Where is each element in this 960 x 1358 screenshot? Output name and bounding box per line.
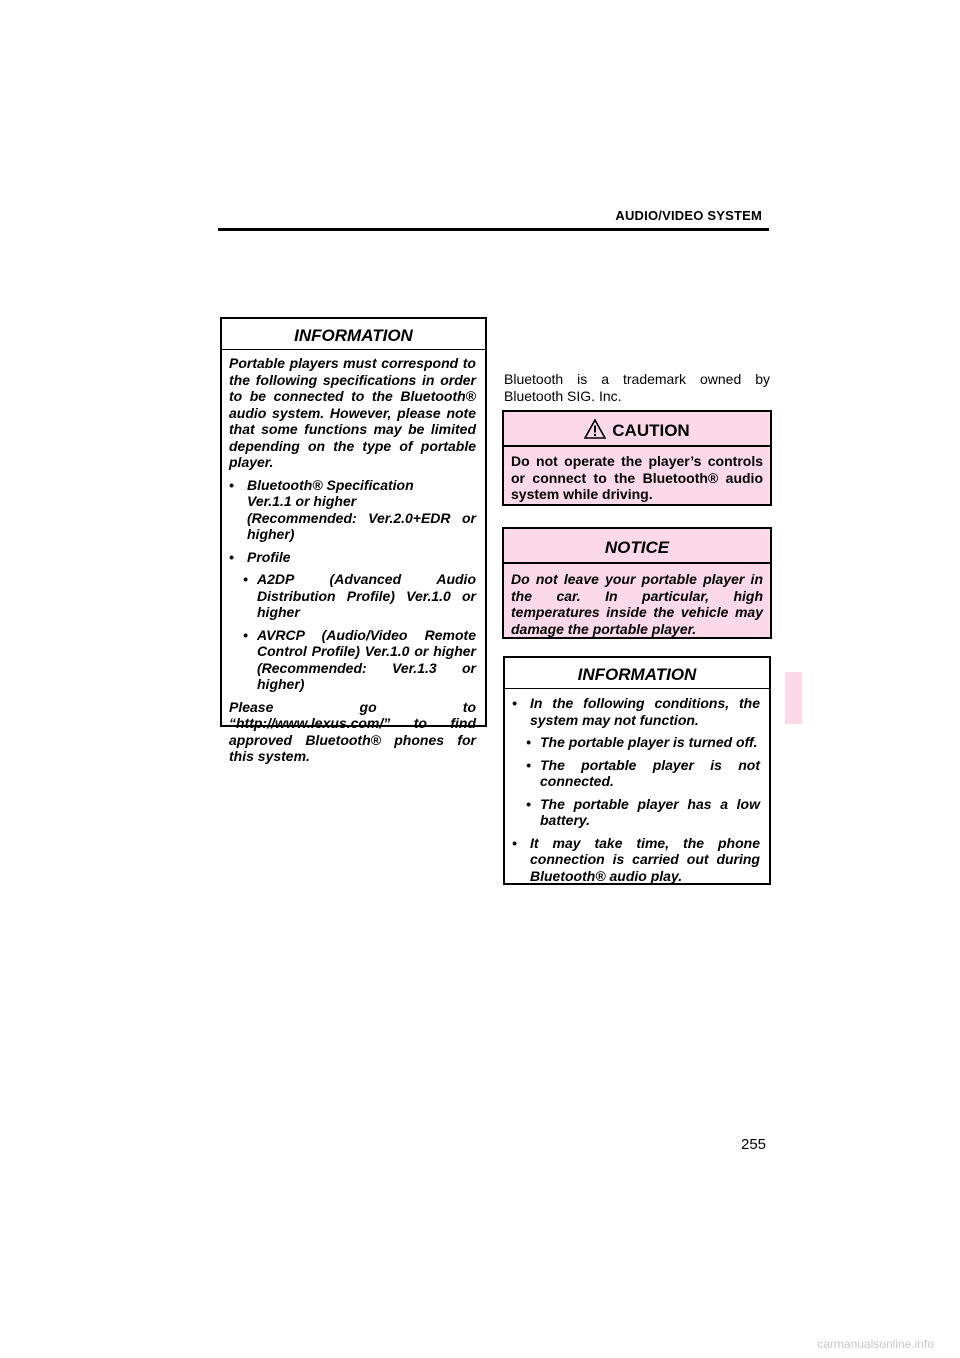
condition-turned-off xyxy=(512,734,760,751)
bullet-icon: • xyxy=(229,548,234,565)
info-bullet-bluetooth-spec xyxy=(229,477,476,543)
condition-not-connected xyxy=(512,757,760,790)
bullet-icon: • xyxy=(512,695,517,711)
low-battery-text: The portable player has a low battery. xyxy=(540,795,760,828)
information-box-left xyxy=(220,317,487,764)
turned-off-text: The portable player is turned off. xyxy=(540,734,758,750)
bullet-icon: • xyxy=(243,626,248,643)
caution-box xyxy=(502,410,772,506)
bullet-icon: • xyxy=(526,734,531,750)
caution-title: CAUTION xyxy=(612,421,690,440)
bullet-icon: • xyxy=(229,476,234,493)
phone-connection-text: It may take time, the phone connection is carried out during Bluetooth® audio play. xyxy=(530,834,760,884)
bullet-icon: • xyxy=(243,571,248,587)
watermark: carmanualsonline.info xyxy=(817,1337,934,1351)
page-number: 255 xyxy=(741,1136,767,1153)
profile-sub-avrcp xyxy=(229,627,476,693)
info-right-bullet-conditions xyxy=(512,695,760,728)
info-right-bullet-phone xyxy=(512,835,760,885)
bluetooth-spec-recommended: (Recommended: Ver.2.0+EDR or higher) xyxy=(247,509,476,542)
notice-text: Do not leave your portable player in the car. In particular, high temperatures inside the vehicle may damage the portable player. xyxy=(511,571,763,637)
avrcp-text: AVRCP (Audio/Video Remote Control Profile) Ver.1.0 or higher (Recommended: Ver.1.3 or higher) xyxy=(257,626,476,692)
condition-low-battery xyxy=(512,796,760,829)
section-header: AUDIO/VIDEO SYSTEM xyxy=(615,208,762,223)
notice-box xyxy=(502,527,772,639)
info-closing: Please go to “http://www.lexus.com/” to find approved Bluetooth® phones for this system. xyxy=(229,698,476,764)
warning-triangle-icon xyxy=(584,419,606,439)
notice-title: NOTICE xyxy=(504,529,770,564)
bluetooth-spec-version: Ver.1.1 or higher xyxy=(247,493,357,509)
header-rule xyxy=(218,228,769,231)
information-title-left: INFORMATION xyxy=(222,319,485,350)
bullet-icon: • xyxy=(512,834,517,851)
profile-label: Profile xyxy=(247,548,291,565)
trademark-text: Bluetooth is a trademark owned by Bluetooth SIG. Inc. xyxy=(504,371,770,404)
bullet-icon: • xyxy=(526,795,531,812)
a2dp-text: A2DP (Advanced Audio Distribution Profile) Ver.1.0 or higher xyxy=(257,571,476,620)
caution-header xyxy=(504,412,770,447)
bullet-icon: • xyxy=(526,756,531,773)
information-box-right xyxy=(503,656,771,885)
profile-sub-a2dp xyxy=(229,571,476,621)
information-title-right: INFORMATION xyxy=(505,658,769,689)
caution-text: Do not operate the player’s controls or connect to the Bluetooth® audio system while driving. xyxy=(511,453,763,502)
info-intro: Portable players must correspond to the following specifications in order to be connected to the Bluetooth® audio system. However, please note that some functions may be limited depending on the type of portable player. xyxy=(229,355,476,470)
not-connected-text: The portable player is not connected. xyxy=(540,756,760,789)
bluetooth-spec-label: Bluetooth® Specification xyxy=(247,476,414,493)
section-side-tab xyxy=(785,672,802,724)
conditions-text: In the following conditions, the system may not function. xyxy=(530,695,760,728)
info-bullet-profile xyxy=(229,549,476,566)
